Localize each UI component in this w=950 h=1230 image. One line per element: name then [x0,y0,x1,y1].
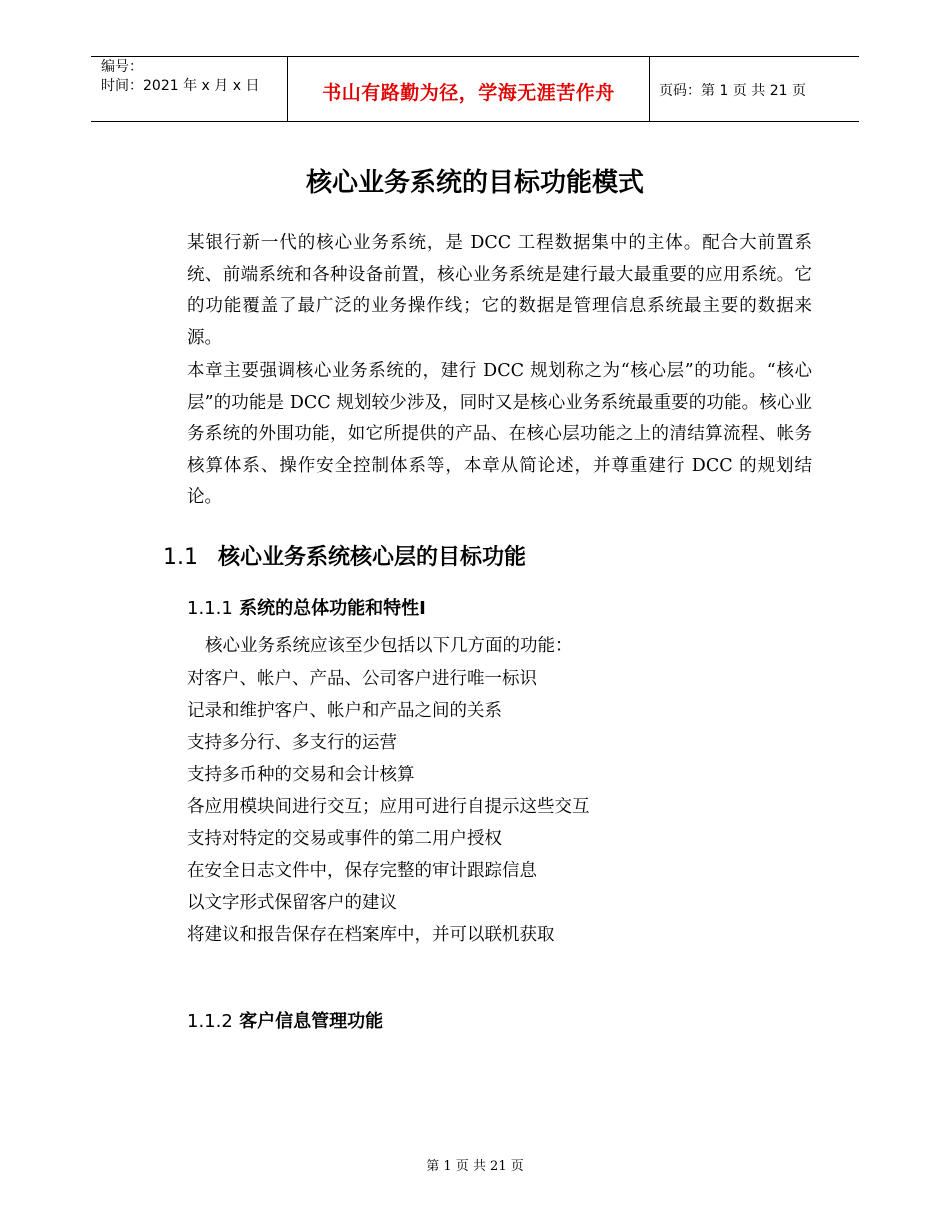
list-item: 支持多币种的交易和会计核算 [187,765,415,785]
body-paragraph: 某银行新一代的核心业务系统，是 DCC 工程数据集中的主体。配合大前置系统、前端系统和各种设备前置，核心业务系统是建行最大最重要的应用系统。它的功能覆盖了最广泛的业务操作线；它的数据是管理信息系统最主要的数据来源。 [187,233,812,348]
header-top-rule [91,56,859,57]
section-number: 1.1 [163,545,198,570]
header-motto: 书山有路勤为径，学海无涯苦作舟 [322,82,615,104]
list-item: 支持多分行、多支行的运营 [187,733,397,753]
feature-list [187,665,590,953]
subsection-title: 系统的总体功能和特性I [239,598,426,619]
header-page-info: 页码：第 1 页 共 21 页 [659,83,806,99]
time-label: 时间：2021 年 x 月 x 日 [101,78,260,94]
document-title: 核心业务系统的目标功能模式 [305,168,644,198]
subsection-heading [187,1007,383,1033]
page-footer: 第 1 页 共 21 页 [426,1159,524,1174]
subsection-number: 1.1.1 [187,598,233,619]
header-meta [101,58,259,96]
section-heading [163,540,526,571]
header-divider [649,56,650,121]
list-item: 在安全日志文件中，保存完整的审计跟踪信息 [187,861,537,881]
feature-intro: 核心业务系统应该至少包括以下几方面的功能： [205,636,573,656]
subsection-title: 客户信息管理功能 [239,1011,384,1032]
subsection-heading [187,594,426,620]
list-item: 以文字形式保留客户的建议 [187,893,397,913]
subsection-number: 1.1.2 [187,1011,233,1032]
list-item: 支持对特定的交易或事件的第二用户授权 [187,829,502,849]
list-item: 各应用模块间进行交互；应用可进行自提示这些交互 [187,797,590,817]
body-paragraph: 本章主要强调核心业务系统的，建行 DCC 规划称之为“核心层”的功能。“核心层”的功能是 DCC 规划较少涉及，同时又是核心业务系统最重要的功能。核心业务系统的外围功能，如它所提供的产品、在核心层功能之上的清结算流程、帐务核算体系、操作安全控制体系等，本章从简论述，并尊重建行 DCC 的规划结论。 [187,361,812,507]
list-item: 将建议和报告保存在档案库中，并可以联机获取 [187,925,555,945]
list-item: 记录和维护客户、帐户和产品之间的关系 [187,701,502,721]
number-label: 编号： [101,59,143,75]
section-title: 核心业务系统核心层的目标功能 [218,545,527,570]
header-bottom-rule [91,121,859,122]
list-item: 对客户、帐户、产品、公司客户进行唯一标识 [187,669,537,689]
